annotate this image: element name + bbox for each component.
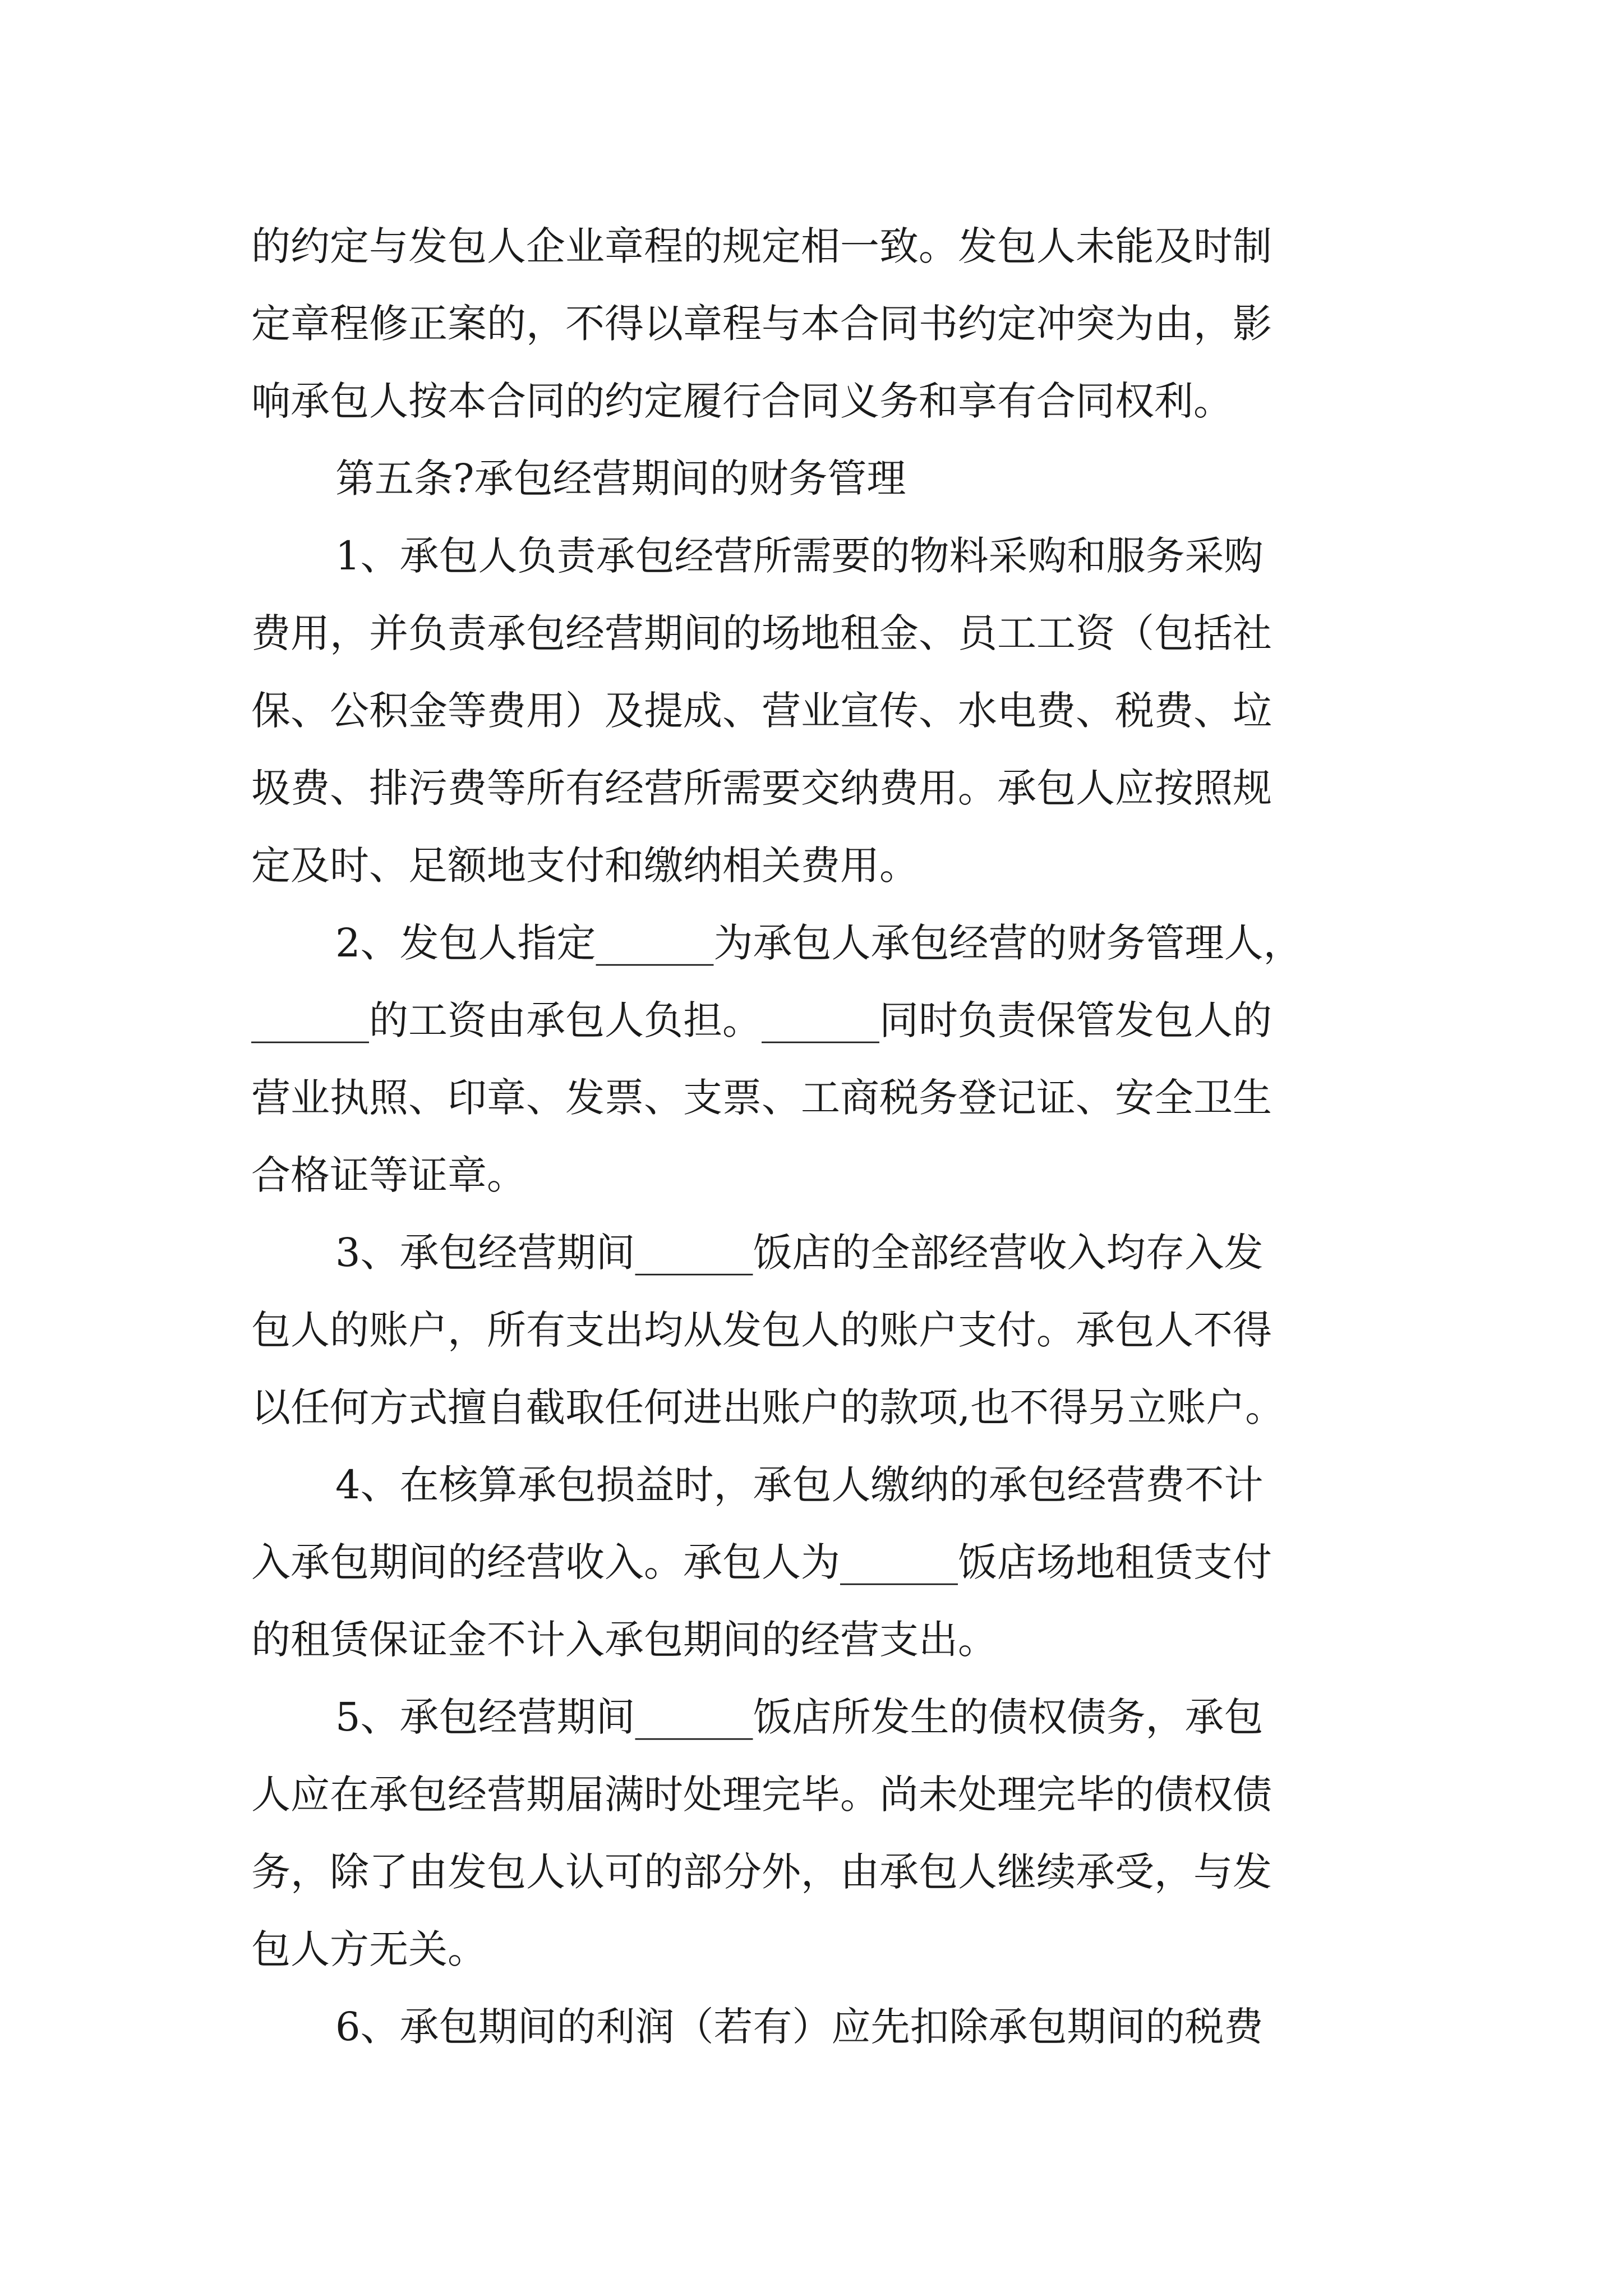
text-line: 保、公积金等费用）及提成、营业宣传、水电费、税费、垃 bbox=[251, 688, 1272, 734]
text-line: 包人的账户，所有支出均从发包人的账户支付。承包人不得 bbox=[251, 1307, 1272, 1353]
text-line: 的租赁保证金不计入承包期间的经营支出。 bbox=[251, 1617, 997, 1663]
text-line: 费用，并负责承包经营期间的场地租金、员工工资（包括社 bbox=[251, 610, 1272, 656]
body-text bbox=[251, 208, 1395, 2065]
text-line: 4、在核算承包损益时，承包人缴纳的承包经营费不计 bbox=[335, 1462, 1264, 1508]
text-line: 包人方无关。 bbox=[251, 1926, 487, 1972]
text-line: 3、承包经营期间______饭店的全部经营收入均存入发 bbox=[335, 1230, 1264, 1276]
text-line: 定章程修正案的，不得以章程与本合同书约定冲突为由，影 bbox=[251, 301, 1272, 347]
text-line: 人应在承包经营期届满时处理完毕。尚未处理完毕的债权债 bbox=[251, 1772, 1272, 1818]
text-line: 入承包期间的经营收入。承包人为______饭店场地租赁支付 bbox=[251, 1539, 1272, 1585]
text-line: 圾费、排污费等所有经营所需要交纳费用。承包人应按照规 bbox=[251, 765, 1272, 811]
text-line: 定及时、足额地支付和缴纳相关费用。 bbox=[251, 843, 919, 889]
text-line: 响承包人按本合同的约定履行合同义务和享有合同权利。 bbox=[251, 378, 1233, 424]
text-line: 6、承包期间的利润（若有）应先扣除承包期间的税费 bbox=[335, 2004, 1264, 2050]
text-line: 2、发包人指定______为承包人承包经营的财务管理人， bbox=[335, 920, 1303, 966]
text-line: 5、承包经营期间______饭店所发生的债权债务，承包 bbox=[335, 1694, 1264, 1740]
text-line: 营业执照、印章、发票、支票、工商税务登记证、安全卫生 bbox=[251, 1075, 1272, 1121]
text-line: 以任何方式擅自截取任何进出账户的款项,也不得另立账户。 bbox=[251, 1384, 1285, 1430]
text-line: ______的工资由承包人负担。______同时负责保管发包人的 bbox=[251, 997, 1272, 1043]
text-line: 1、承包人负责承包经营所需要的物料采购和服务采购 bbox=[335, 533, 1264, 579]
text-line: 合格证等证章。 bbox=[251, 1152, 526, 1198]
text-line: 的约定与发包人企业章程的规定相一致。发包人未能及时制 bbox=[251, 223, 1272, 269]
section-heading: 第五条?承包经营期间的财务管理 bbox=[335, 455, 906, 501]
text-line: 务，除了由发包人认可的部分外，由承包人继续承受，与发 bbox=[251, 1849, 1272, 1895]
